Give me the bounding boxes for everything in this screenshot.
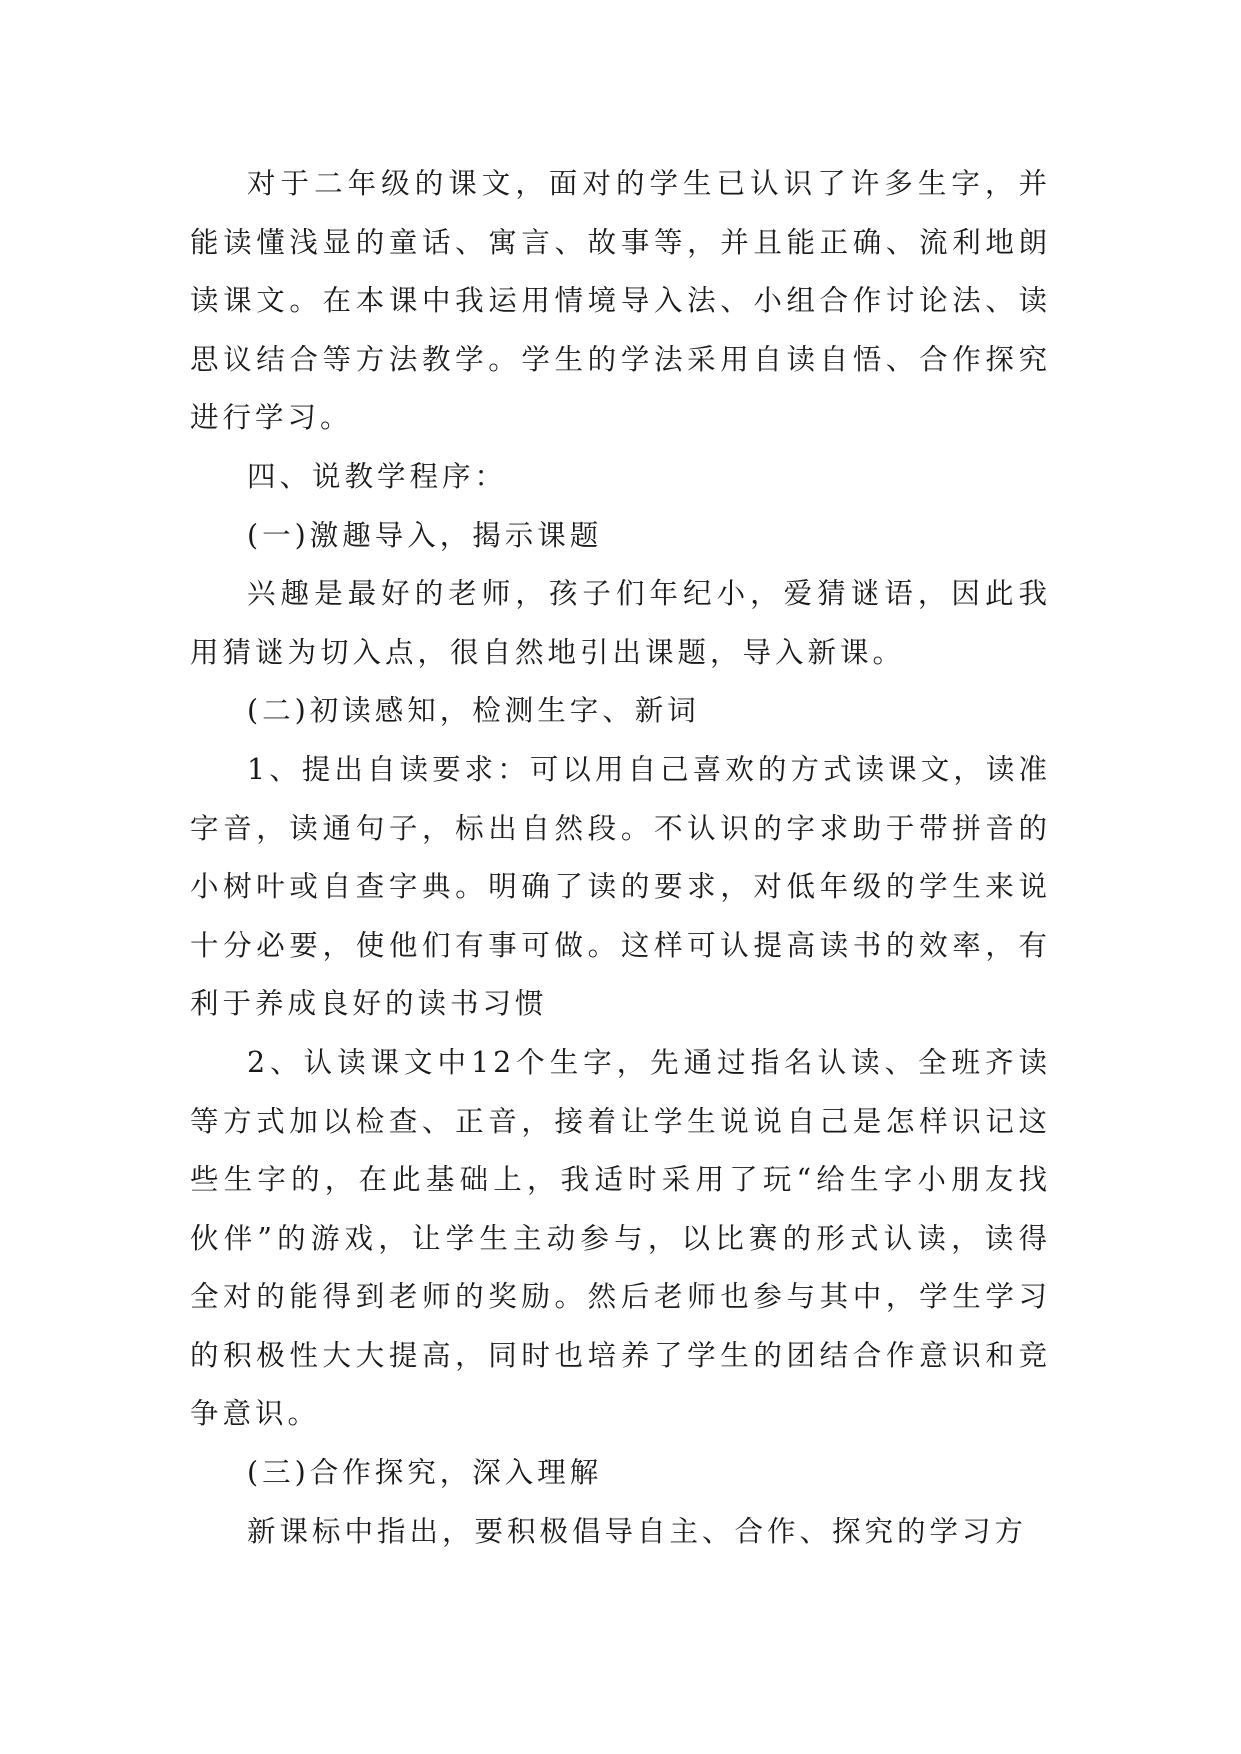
section-heading-4: 四、说教学程序： <box>247 459 508 493</box>
paragraph-curriculum: 新课标中指出，要积极倡导自主、合作、探究的学习方 <box>247 1514 1028 1548</box>
subsection-heading-2: (二)初读感知，检测生字、新词 <box>247 694 700 728</box>
paragraph-intro: 对于二年级的课文，面对的学生已认识了许多生字，并能读懂浅显的童话、寓言、故事等，并且能正确、流利地朗读课文。在本课中我运用情境导入法、小组合作讨论法、读思议结合等方法教学。学生的学法采用自读自悟、合作探究进行学习。 <box>190 167 1051 435</box>
document-body <box>190 155 1051 1561</box>
paragraph-reading-requirements: 1、提出自读要求：可以用自己喜欢的方式读课文，读准字音，读通句子，标出自然段。不认识的字求助于带拼音的小树叶或自查字典。明确了读的要求，对低年级的学生来说十分必要，使他们有事可做。这样可认提高读书的效率，有利于养成良好的读书习惯 <box>190 752 1051 1021</box>
subsection-heading-1: (一)激趣导入，揭示课题 <box>247 518 603 552</box>
paragraph-character-recognition: 2、认读课文中12个生字，先通过指名认读、全班齐读等方式加以检查、正音，接着让学生说说自己是怎样识记这些生字的，在此基础上，我适时采用了玩“给生字小朋友找伙伴”的游戏，让学生主动参与，以比赛的形式认读，读得全对的能得到老师的奖励。然后老师也参与其中，学生学习的积极性大大提高，同时也培养了学生的团结合作意识和竞争意识。 <box>190 1045 1051 1431</box>
paragraph-interest: 兴趣是最好的老师，孩子们年纪小，爱猜谜语，因此我用猜谜为切入点，很自然地引出课题，导入新课。 <box>190 577 1051 669</box>
subsection-heading-3: (三)合作探究，深入理解 <box>247 1456 603 1490</box>
